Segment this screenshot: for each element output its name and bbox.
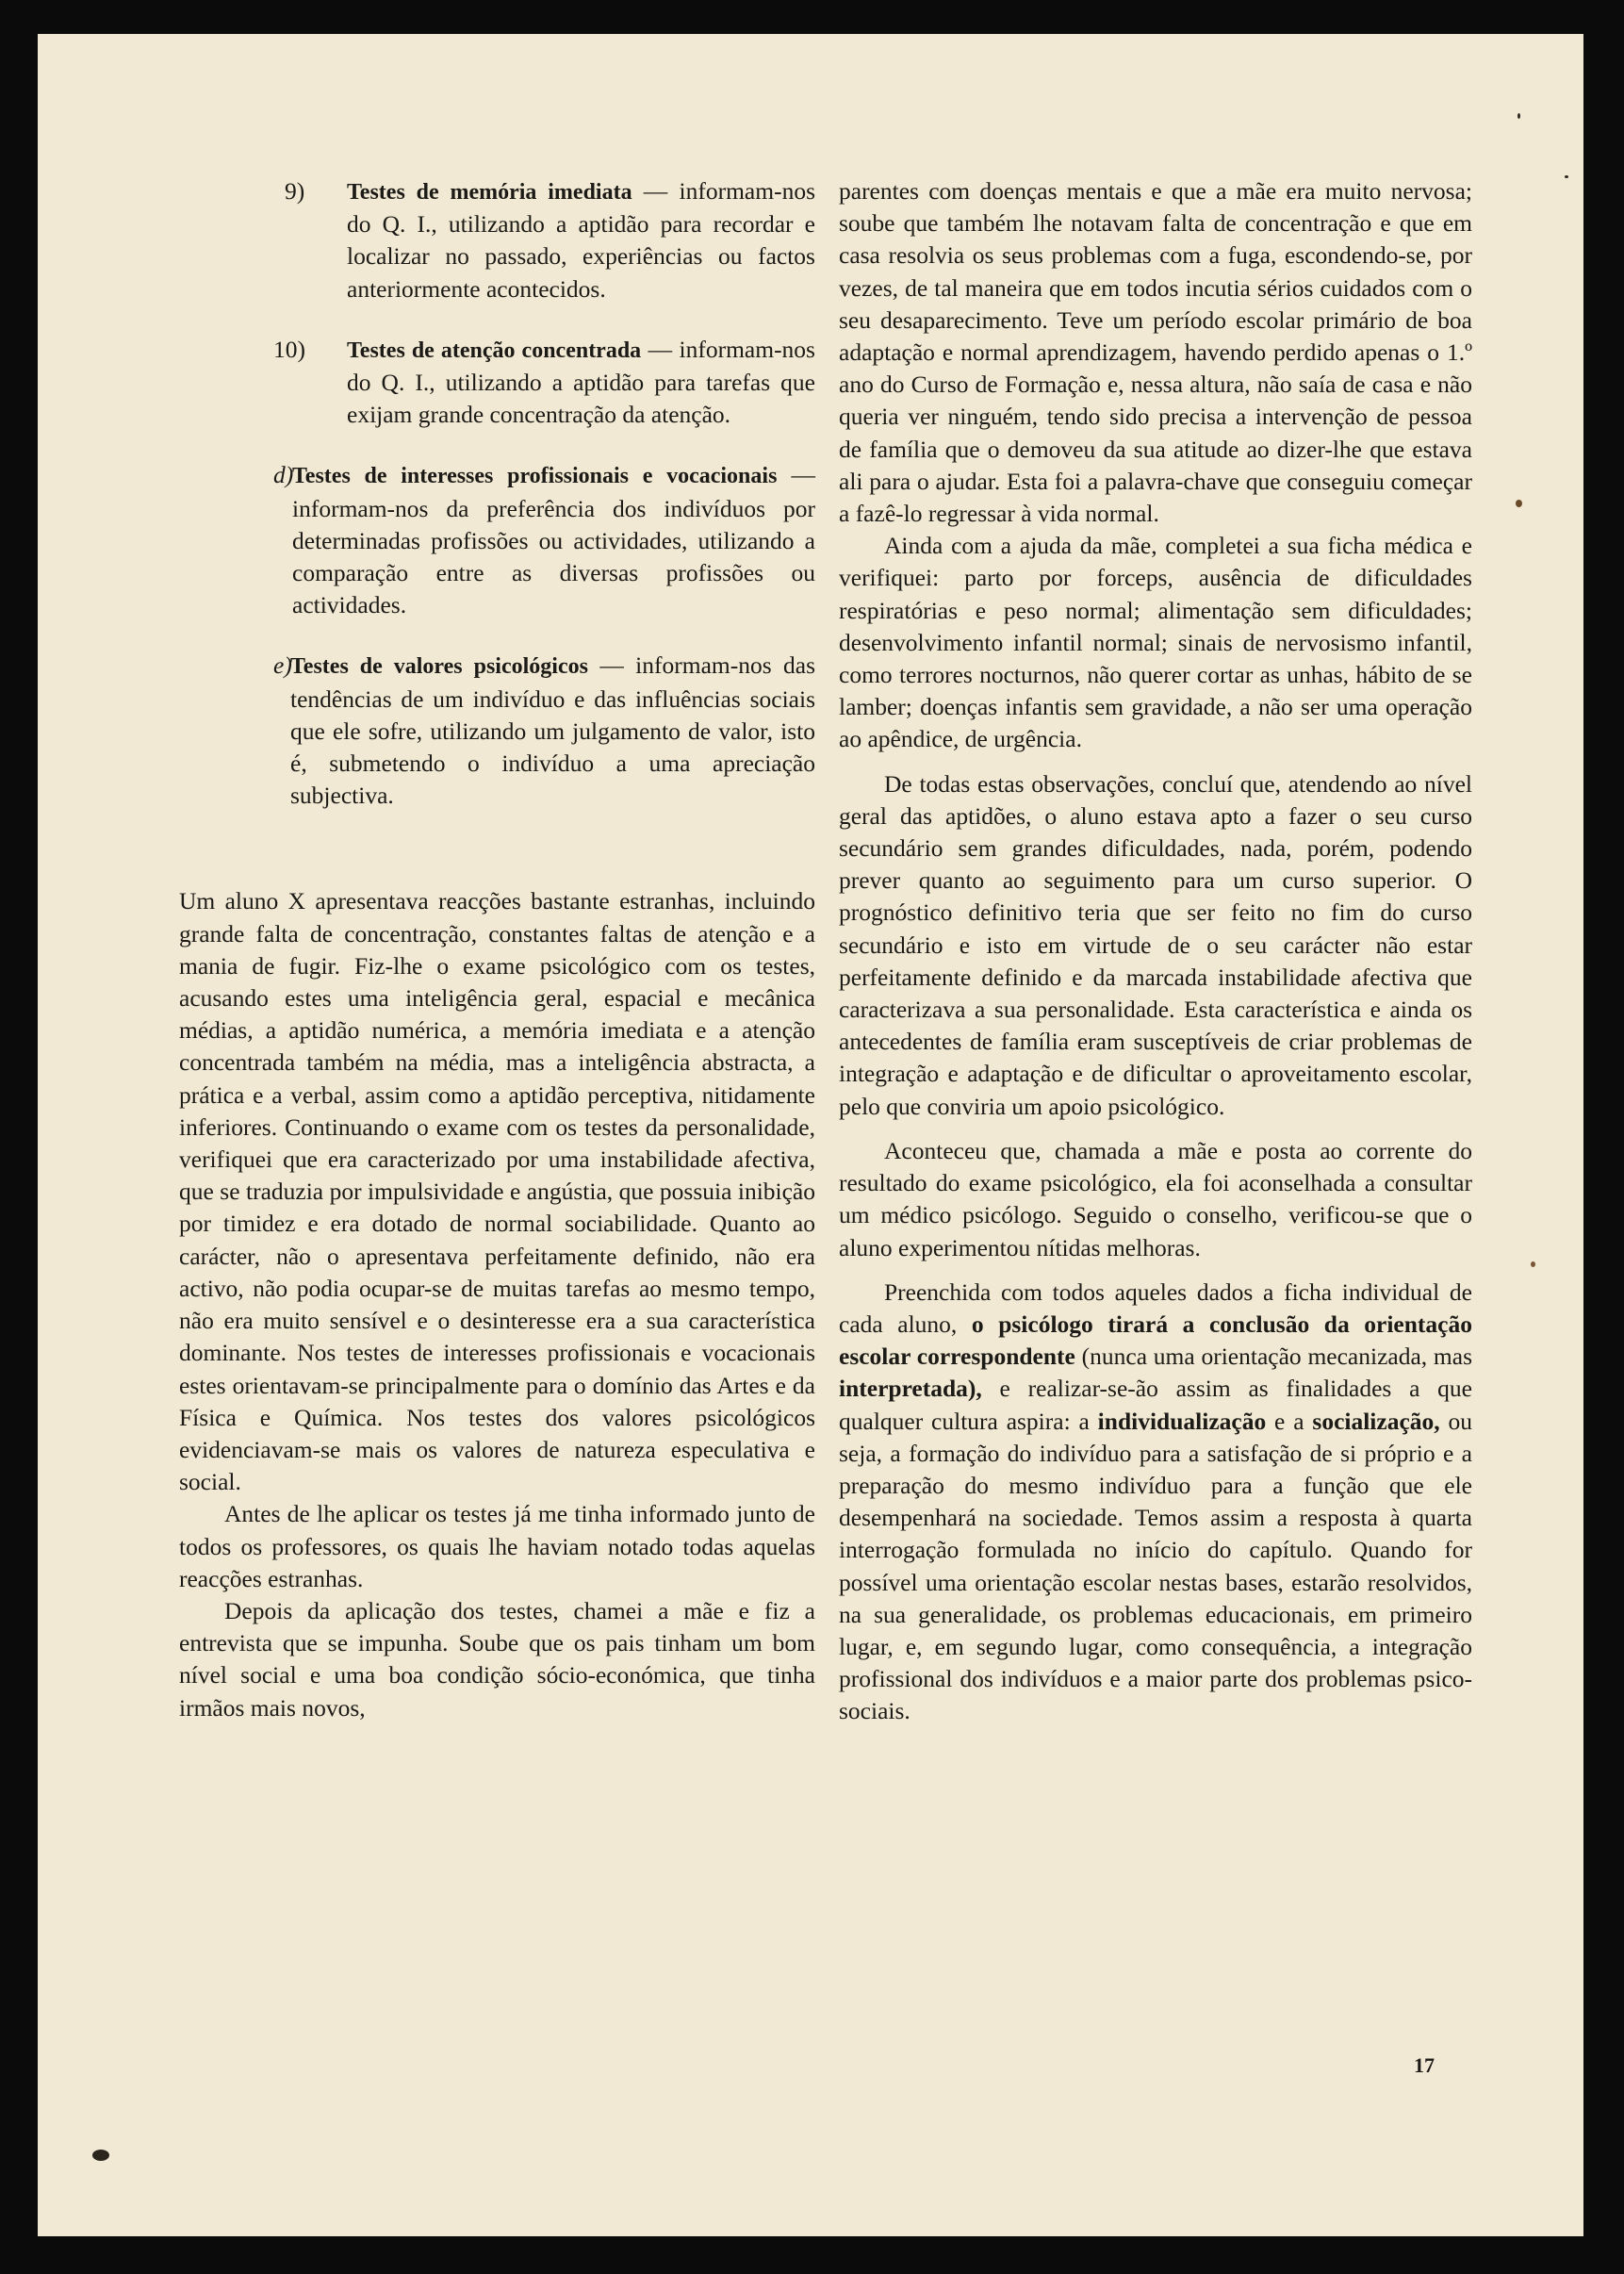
- paragraph-interview: Depois da aplicação dos testes, chamei a mãe e fiz a entrevista que se impunha. Soube que os pais tinham um bom nível social e uma boa condição sócio-económica, que tinha irmãos mais novos,: [179, 1596, 815, 1722]
- list-marker: e): [273, 651, 292, 680]
- list-term: Testes de atenção concentrada: [347, 338, 642, 363]
- list-item-e: [179, 650, 815, 812]
- bold-run: o psicólogo tirará a conclusão da orientação escolar correspondente: [839, 1310, 1472, 1371]
- text-run: e realizar-se-ão assim as finalidades a que qualquer cultura aspira: a: [839, 1375, 1472, 1435]
- list-marker: d): [273, 461, 294, 489]
- paragraph-medical-record: Ainda com a ajuda da mãe, completei a sua ficha médica e verifiquei: parto por forceps, ausência de dificuldades respiratórias e peso normal; alimentação sem dificuldades; desenvolvimento infantil normal; sinais de nervosismo infantil, como terrores nocturnos, não querer cortar as unhas, hábito de se lamber; doenças infantis sem gravidade, a não ser uma operação ao apêndice, de urgência.: [839, 532, 1472, 753]
- paragraph-summary: [839, 1277, 1472, 1728]
- page-sheet: [38, 34, 1583, 2236]
- list-term: Testes de memória imediata: [347, 180, 632, 205]
- text-run: e a: [1266, 1407, 1313, 1435]
- list-item-10: [179, 334, 815, 432]
- list-text: — informam-nos da preferência dos indivíduos por determinadas profissões ou actividades, utilizando a comparação entre as diversas profissões ou actividades.: [292, 461, 815, 619]
- paragraph-family: parentes com doenças mentais e que a mãe era muito nervosa; soube que também lhe notavam falta de concentração e que em casa resolvia os seus problemas com a fuga, escondendo-se, por vezes, de tal maneira que em todos incutia sérios cuidados com o seu desaparecimento. Teve um período escolar primário de boa adaptação e normal aprendizagem, havendo perdido apenas o 1.º ano do Curso de Formação e, nessa altura, não saía de casa e não queria ver ninguém, tendo sido precisa a intervenção de pessoa de família que o demoveu da sua atitude ao dizer-lhe que estava ali para o ajudar. Esta foi a palavra-chave que conseguiu começar a fazê-lo regressar à vida normal.: [839, 177, 1472, 528]
- page-number: 17: [1414, 2053, 1435, 2077]
- paragraph-case-description: Um aluno X apresentava reacções bastante estranhas, incluindo grande falta de concentração, constantes faltas de atenção e a mania de fugir. Fiz-lhe o exame psicológico com os testes, acusando estes uma inteligência geral, espacial e mecânica médias, a aptidão numérica, a memória imediata e a atenção concentrada também na média, mas a inteligência abstracta, a prática e a verbal, assim como a aptidão perceptiva, nitidamente inferiores. Continuando o exame com os testes da personalidade, verifiquei que era caracterizado por uma instabilidade afectiva, que se traduzia por impulsividade e angústia, que possuia inibição por timidez e era dotado de normal sociabilidade. Quanto ao carácter, não o apresentava perfeitamente definido, não era activo, não podia ocupar-se de muitas tarefas ao mesmo tempo, não era muito sensível e o desinteresse era a sua característica dominante. Nos testes de interesses profissionais e vocacionais estes orientavam-se principalmente para o domínio das Artes e da Física e Química. Nos testes dos valores psicológicos evidenciavam-se mais os valores de natureza especulativa e social.: [179, 887, 815, 1496]
- list-term: Testes de interesses profissionais e vocacionais: [292, 464, 778, 489]
- text-run: Preenchida com todos aqueles dados a ficha individual de cada aluno,: [839, 1277, 1472, 1338]
- text-run: (nunca uma orientação mecanizada, mas: [1074, 1343, 1472, 1371]
- list-item-d: [179, 459, 815, 621]
- left-column: [179, 175, 815, 1724]
- paper-speck: [1517, 113, 1520, 119]
- paper-speck: [1565, 175, 1568, 178]
- list-marker: 9): [285, 177, 305, 205]
- list-text: — informam-nos das tendências de um indivíduo e das influências sociais que ele sofre, utilizando um julgamento de valor, isto é, submetendo o indivíduo a uma apreciação subjectiva.: [290, 651, 815, 810]
- paragraph-conclusion: De todas estas observações, concluí que, atendendo ao nível geral das aptidões, o aluno estava apto a fazer o seu curso secundário sem grandes dificuldades, nada, porém, podendo prever quanto ao seguimento para um curso superior. O prognóstico definitivo teria que ser feito no fim do curso secundário e isto em virtude de o seu carácter não estar perfeitamente definido e da marcada instabilidade afectiva que caracterizava a sua personalidade. Esta característica e ainda os antecedentes de família eram susceptíveis de criar problemas de integração e adaptação e de dificultar o aproveitamento escolar, pelo que conviria um apoio psicológico.: [839, 769, 1472, 1120]
- bold-run: individualização: [1097, 1407, 1267, 1435]
- paper-speck: [92, 2150, 109, 2161]
- list-text: — informam-nos do Q. I., utilizando a aptidão para recordar e localizar no passado, experiências ou factos anteriormente acontecidos.: [347, 177, 815, 303]
- list-item-9: [179, 175, 815, 305]
- paper-speck: [1531, 1261, 1535, 1267]
- list-term: Testes de valores psicológicos: [290, 654, 588, 680]
- paragraph-outcome: Aconteceu que, chamada a mãe e posta ao corrente do resultado do exame psicológico, ela foi aconselhada a consultar um médico psicólogo. Seguido o conselho, verificou-se que o aluno experimentou nítidas melhoras.: [839, 1136, 1472, 1261]
- list-text: — informam-nos do Q. I., utilizando a aptidão para tarefas que exijam grande concentração da atenção.: [347, 335, 815, 429]
- paper-speck: [1516, 500, 1522, 507]
- right-column: [839, 175, 1472, 1728]
- paragraph-teachers: Antes de lhe aplicar os testes já me tinha informado junto de todos os professores, os quais lhe haviam notado todas aquelas reacções estranhas.: [179, 1500, 815, 1592]
- text-run: ou seja, a formação do indivíduo para a satisfação de si próprio e a preparação do mesmo indivíduo para a função que ele desempenhará na sociedade. Temos assim a resposta à quarta interrogação formulada no início do capítulo. Quando for possível uma orientação escolar nestas bases, estarão resolvidos, na sua generalidade, os problemas educacionais, em primeiro lugar, e, em segundo lugar, como consequência, a integração profissional dos indivíduos e a maior parte dos problemas psico-sociais.: [839, 1407, 1472, 1725]
- bold-run: socialização,: [1312, 1407, 1440, 1435]
- list-marker: 10): [273, 335, 305, 363]
- bold-run: interpretada),: [839, 1375, 982, 1403]
